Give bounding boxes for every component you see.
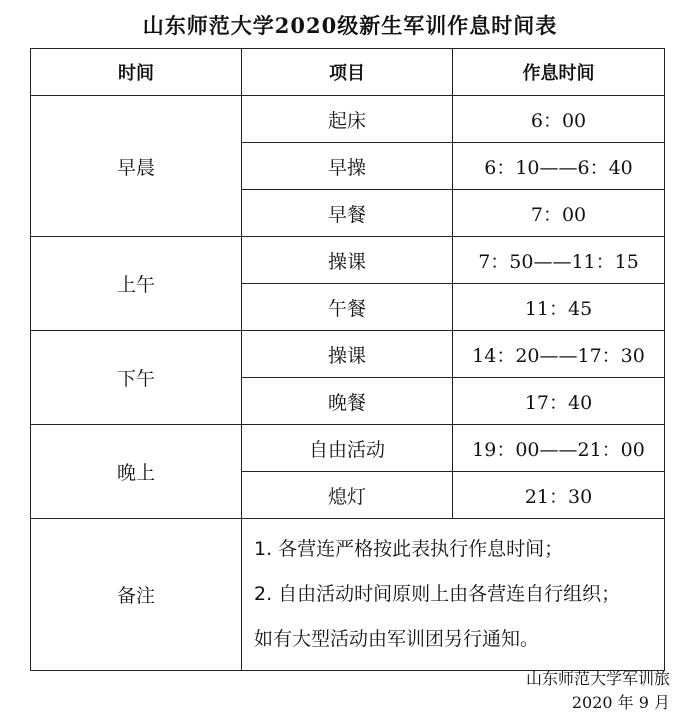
time-cell: 17：40 bbox=[453, 378, 665, 425]
time-cell: 11：45 bbox=[453, 284, 665, 331]
notes-label: 备注 bbox=[31, 519, 242, 671]
note-line: 如有大型活动由军训团另行通知。 bbox=[254, 628, 540, 650]
item-cell: 操课 bbox=[242, 237, 453, 284]
header-time: 作息时间 bbox=[453, 49, 665, 96]
item-cell: 早操 bbox=[242, 143, 453, 190]
header-item: 项目 bbox=[242, 49, 453, 96]
time-cell: 6：00 bbox=[453, 96, 665, 143]
item-cell: 晚餐 bbox=[242, 378, 453, 425]
time-cell: 21：30 bbox=[453, 472, 665, 519]
footer-date: 2020 年 9 月 bbox=[571, 693, 670, 712]
notes-content bbox=[242, 519, 665, 671]
table-row bbox=[31, 96, 665, 143]
item-cell: 午餐 bbox=[242, 284, 453, 331]
item-cell: 自由活动 bbox=[242, 425, 453, 472]
table-row bbox=[31, 331, 665, 378]
note-line: 1. 各营连严格按此表执行作息时间； bbox=[254, 538, 564, 560]
time-cell: 7：50——11：15 bbox=[453, 237, 665, 284]
time-cell: 7：00 bbox=[453, 190, 665, 237]
footer-organization: 山东师范大学军训旅 bbox=[525, 669, 670, 688]
item-cell: 熄灯 bbox=[242, 472, 453, 519]
page-title: 山东师范大学2020级新生军训作息时间表 bbox=[142, 13, 558, 38]
time-cell: 14：20——17：30 bbox=[453, 331, 665, 378]
item-cell: 操课 bbox=[242, 331, 453, 378]
notes-row bbox=[31, 519, 665, 671]
time-cell: 19：00——21：00 bbox=[453, 425, 665, 472]
item-cell: 早餐 bbox=[242, 190, 453, 237]
period-forenoon: 上午 bbox=[31, 237, 242, 331]
time-cell: 6：10——6：40 bbox=[453, 143, 665, 190]
note-line: 2. 自由活动时间原则上由各营连自行组织； bbox=[254, 583, 621, 605]
schedule-table bbox=[30, 48, 665, 671]
table-row bbox=[31, 425, 665, 472]
period-morning: 早晨 bbox=[31, 96, 242, 237]
header-period: 时间 bbox=[31, 49, 242, 96]
item-cell: 起床 bbox=[242, 96, 453, 143]
table-header-row bbox=[31, 49, 665, 96]
period-evening: 晚上 bbox=[31, 425, 242, 519]
period-afternoon: 下午 bbox=[31, 331, 242, 425]
table-row bbox=[31, 237, 665, 284]
